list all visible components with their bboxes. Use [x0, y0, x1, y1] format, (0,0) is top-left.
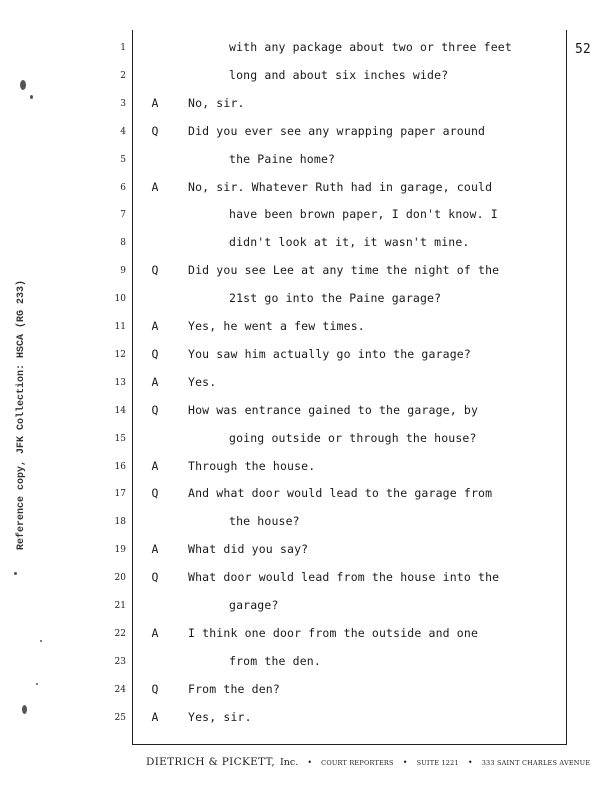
transcript-line [0, 205, 612, 225]
transcript-line [0, 457, 612, 477]
transcript-line [0, 122, 612, 142]
line-text: long and about six inches wide? [229, 67, 449, 82]
transcript-line [0, 373, 612, 393]
footer-inc: Inc. [280, 757, 299, 768]
line-number: 18 [114, 517, 126, 528]
footer-address: 333 SAINT CHARLES AVENUE [481, 759, 591, 767]
scan-speck [30, 95, 33, 99]
line-number: 13 [114, 377, 126, 388]
speaker-label: A [151, 458, 159, 473]
transcript-line [0, 345, 612, 365]
line-text: going outside or through the house? [229, 430, 477, 445]
bullet-icon: • [307, 758, 313, 767]
line-number: 4 [120, 126, 126, 137]
line-text: And what door would lead to the garage from [188, 486, 493, 501]
scan-speck [36, 683, 38, 685]
line-number: 15 [114, 433, 126, 444]
line-number: 17 [114, 489, 126, 500]
transcript-line [0, 708, 612, 728]
line-number: 9 [120, 266, 126, 277]
transcript-line [0, 596, 612, 616]
speaker-label: Q [151, 681, 159, 696]
archive-reference-stamp: Reference copy, JFK Collection: HSCA (RG 233) [16, 279, 27, 550]
line-number: 12 [114, 349, 126, 360]
line-number: 14 [114, 405, 126, 416]
line-text: I think one door from the outside and one [188, 625, 479, 640]
line-text: You saw him actually go into the garage? [188, 346, 471, 361]
footer-court: COURT REPORTERS [321, 759, 394, 767]
line-number: 22 [114, 628, 126, 639]
speaker-label: A [151, 179, 159, 194]
line-number: 8 [120, 238, 126, 249]
bottom-rule [132, 744, 567, 745]
transcript-line [0, 289, 612, 309]
reporter-footer [146, 750, 591, 769]
speaker-label: A [151, 709, 159, 724]
bullet-icon: • [467, 758, 473, 767]
speaker-label: Q [151, 486, 159, 501]
line-text: Yes. [188, 374, 217, 389]
transcript-line [0, 178, 612, 198]
speaker-label: Q [151, 123, 159, 138]
transcript-line [0, 512, 612, 532]
line-number: 23 [114, 656, 126, 667]
line-text: What did you say? [188, 542, 309, 557]
transcript-line [0, 150, 612, 170]
transcript-line [0, 233, 612, 253]
transcript-line [0, 652, 612, 672]
line-number: 3 [120, 98, 126, 109]
scan-speck [20, 80, 26, 90]
transcript-line [0, 568, 612, 588]
line-number: 6 [120, 182, 126, 193]
transcript-line [0, 429, 612, 449]
line-text: with any package about two or three feet [229, 40, 512, 54]
line-text: Yes, sir. [188, 709, 252, 724]
line-text: No, sir. Whatever Ruth had in garage, could [188, 179, 493, 194]
line-number: 16 [114, 461, 126, 472]
speaker-label: Q [151, 570, 159, 585]
speaker-label: A [151, 374, 159, 389]
line-text: Did you ever see any wrapping paper around [188, 123, 486, 138]
line-number: 1 [120, 43, 126, 53]
line-text: Yes, he went a few times. [188, 319, 365, 333]
line-text: the house? [229, 514, 300, 529]
scan-speck [14, 572, 17, 575]
line-text: From the den? [188, 681, 280, 696]
transcript-line [0, 401, 612, 421]
line-number: 21 [114, 601, 126, 611]
line-text: How was entrance gained to the garage, by [188, 402, 479, 417]
line-text: 21st go into the Paine garage? [229, 291, 442, 306]
speaker-label: Q [151, 402, 159, 417]
transcript-line [0, 540, 612, 560]
bullet-icon: • [402, 758, 408, 767]
page-number: 52 [575, 42, 591, 57]
line-text: have been brown paper, I don't know. I [229, 207, 498, 222]
line-text: No, sir. [188, 95, 245, 110]
speaker-label: A [151, 319, 159, 333]
transcript-line [0, 624, 612, 644]
footer-suite: SUITE 1221 [416, 759, 459, 767]
speaker-label: A [151, 625, 159, 640]
line-number: 5 [120, 154, 126, 165]
speaker-label: A [151, 95, 159, 110]
line-number: 2 [120, 70, 126, 81]
line-number: 24 [114, 684, 126, 695]
transcript-line [0, 317, 612, 337]
line-text: from the den. [229, 653, 321, 668]
line-text: Did you see Lee at any time the night of the [188, 263, 500, 278]
line-number: 10 [114, 294, 126, 305]
speaker-label: Q [151, 346, 159, 361]
line-text: didn't look at it, it wasn't mine. [229, 235, 470, 250]
line-text: garage? [229, 598, 279, 612]
transcript-line [0, 680, 612, 700]
line-number: 11 [114, 322, 126, 332]
scan-speck [22, 705, 27, 714]
scan-speck [40, 640, 42, 642]
transcript-line [0, 38, 612, 58]
transcript-line [0, 261, 612, 281]
line-number: 25 [114, 712, 126, 723]
line-number: 7 [120, 210, 126, 221]
line-number: 20 [114, 573, 126, 584]
line-number: 19 [114, 545, 126, 556]
transcript-line [0, 484, 612, 504]
transcript-line [0, 66, 612, 86]
transcript-line [0, 94, 612, 114]
speaker-label: A [151, 542, 159, 557]
line-text: the Paine home? [229, 151, 336, 166]
line-text: What door would lead from the house into the [188, 570, 500, 585]
line-text: Through the house. [188, 458, 316, 473]
speaker-label: Q [151, 263, 159, 278]
footer-firm: DIETRICH & PICKETT, [146, 756, 275, 768]
